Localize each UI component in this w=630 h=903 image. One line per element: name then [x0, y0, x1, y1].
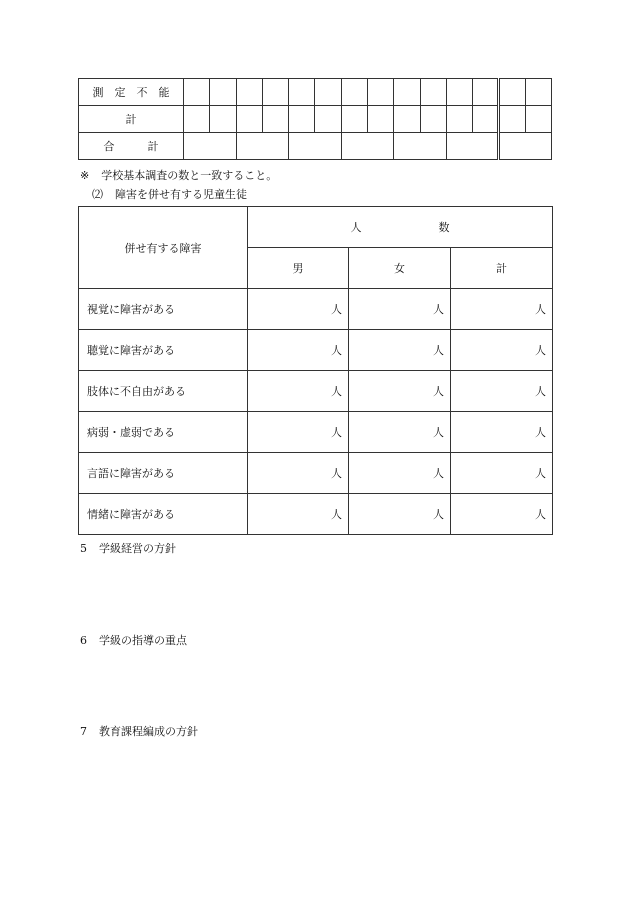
- table-cell: [184, 79, 210, 106]
- table-cell: [446, 133, 499, 160]
- section-number: 7: [80, 725, 87, 738]
- table-cell: [184, 106, 210, 133]
- table-cell: [289, 106, 315, 133]
- section-curriculum-policy: [80, 723, 198, 739]
- row-label: 聴覚に障害がある: [79, 330, 248, 371]
- table-cell: [367, 106, 393, 133]
- table-cell: [262, 79, 288, 106]
- unit-cell[interactable]: 人: [451, 330, 553, 371]
- table-cell: [341, 79, 367, 106]
- table-cell: [394, 79, 420, 106]
- header-female: 女: [349, 248, 451, 289]
- header-count: 人 数: [248, 207, 553, 248]
- table-cell: [446, 106, 472, 133]
- table-row: [79, 494, 553, 535]
- table-header-row: [79, 207, 553, 248]
- table-row: [79, 412, 553, 453]
- table-cell: [420, 79, 446, 106]
- table-cell: [236, 79, 262, 106]
- table-row: [79, 79, 552, 106]
- row-label: 情緒に障害がある: [79, 494, 248, 535]
- unit-cell[interactable]: 人: [248, 453, 349, 494]
- section-class-management-policy: [80, 540, 176, 556]
- unit-cell[interactable]: 人: [451, 453, 553, 494]
- table-cell: [499, 133, 552, 160]
- note-line: [80, 167, 277, 183]
- row-label-subtotal: 計: [79, 106, 184, 133]
- unit-cell[interactable]: 人: [451, 289, 553, 330]
- header-total: 計: [451, 248, 553, 289]
- header-disability-type: 併せ有する障害: [79, 207, 248, 289]
- enrollment-summary-table: [78, 78, 552, 160]
- header-male: 男: [248, 248, 349, 289]
- table-cell: [473, 79, 499, 106]
- section-teaching-focus: [80, 632, 187, 648]
- multiple-disabilities-table: [78, 206, 553, 535]
- table-cell: [289, 79, 315, 106]
- table-cell: [499, 106, 525, 133]
- table-cell: [315, 106, 341, 133]
- table-cell: [236, 133, 289, 160]
- unit-cell[interactable]: 人: [248, 371, 349, 412]
- unit-cell[interactable]: 人: [349, 371, 451, 412]
- table-cell: [289, 133, 342, 160]
- section-title: 学級経営の方針: [99, 542, 176, 555]
- table-cell: [210, 106, 236, 133]
- table-cell: [394, 106, 420, 133]
- row-label-unmeasurable: 測 定 不 能: [79, 79, 184, 106]
- unit-cell[interactable]: 人: [349, 330, 451, 371]
- table-cell: [367, 79, 393, 106]
- unit-cell[interactable]: 人: [248, 330, 349, 371]
- unit-cell[interactable]: 人: [451, 412, 553, 453]
- unit-cell[interactable]: 人: [349, 453, 451, 494]
- table-row: [79, 371, 553, 412]
- table-cell: [525, 106, 551, 133]
- row-label: 病弱・虚弱である: [79, 412, 248, 453]
- section-number: 6: [80, 634, 87, 647]
- table-cell: [184, 133, 237, 160]
- table-cell: [341, 133, 394, 160]
- row-label: 肢体に不自由がある: [79, 371, 248, 412]
- subsection-title: 障害を併せ有する児童生徒: [115, 188, 247, 201]
- table-cell: [499, 79, 525, 106]
- table-row: [79, 330, 553, 371]
- table-cell: [210, 79, 236, 106]
- unit-cell[interactable]: 人: [248, 494, 349, 535]
- note-text: 学校基本調査の数と一致すること。: [101, 169, 278, 182]
- table-row: [79, 289, 553, 330]
- table-cell: [473, 106, 499, 133]
- table-row: [79, 133, 552, 160]
- table-cell: [315, 79, 341, 106]
- unit-cell[interactable]: 人: [349, 494, 451, 535]
- table-row: [79, 453, 553, 494]
- table-cell: [525, 79, 551, 106]
- unit-cell[interactable]: 人: [349, 289, 451, 330]
- unit-cell[interactable]: 人: [248, 289, 349, 330]
- unit-cell[interactable]: 人: [451, 494, 553, 535]
- section-number: 5: [80, 542, 87, 555]
- table-cell: [341, 106, 367, 133]
- table-cell: [394, 133, 447, 160]
- section-title: 学級の指導の重点: [99, 634, 187, 647]
- row-label: 視覚に障害がある: [79, 289, 248, 330]
- row-label: 言語に障害がある: [79, 453, 248, 494]
- unit-cell[interactable]: 人: [248, 412, 349, 453]
- table-cell: [420, 106, 446, 133]
- unit-cell[interactable]: 人: [349, 412, 451, 453]
- subsection-number: ⑵: [92, 188, 103, 201]
- row-label-total: 合 計: [79, 133, 184, 160]
- table-cell: [262, 106, 288, 133]
- subsection-heading: [92, 186, 247, 202]
- note-mark: ※: [80, 169, 90, 182]
- table-cell: [236, 106, 262, 133]
- table-cell: [446, 79, 472, 106]
- section-title: 教育課程編成の方針: [99, 725, 198, 738]
- table-row: [79, 106, 552, 133]
- unit-cell[interactable]: 人: [451, 371, 553, 412]
